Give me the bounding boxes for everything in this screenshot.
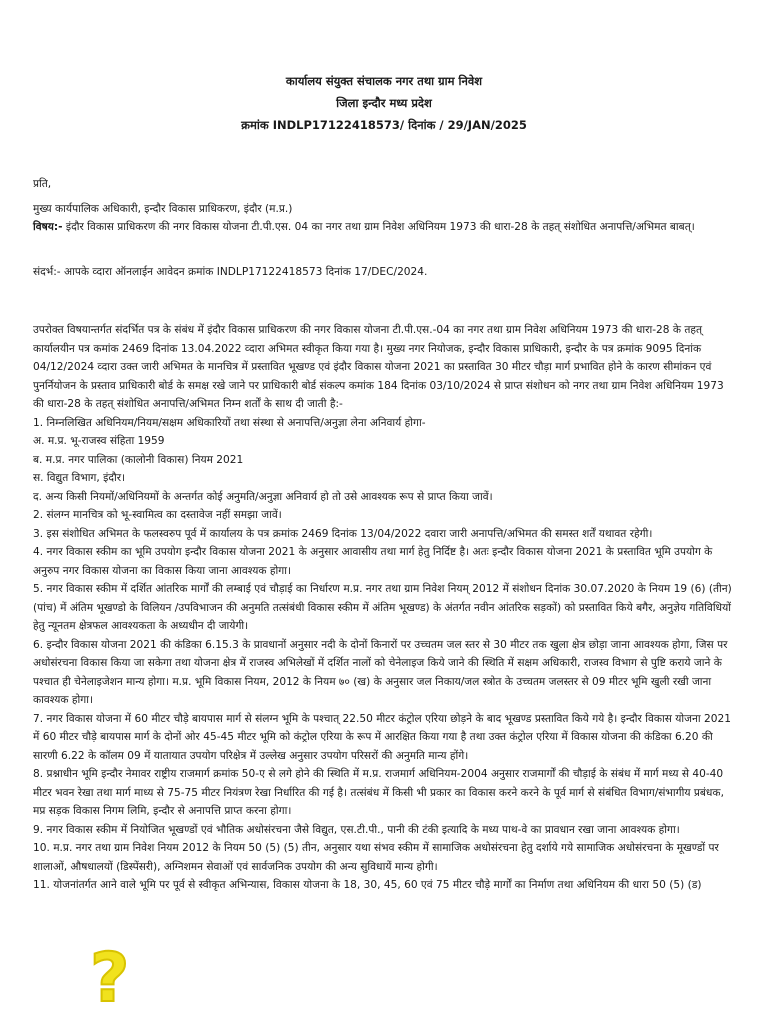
reference-line: संदर्भ:- आपके व्दारा ऑनलाईन आवेदन क्रमांक INDLP17122418573 दिनांक 17/DEC/2024. — [33, 266, 428, 278]
letter-number: क्रमांक INDLP17122418573/ दिनांक / 29/JAN/2025 — [241, 118, 527, 132]
condition-3: 3. इस संशोधित अभिमत के फलस्वरुप पूर्व में कार्यालय के पत्र क्रमांक 2469 दिनांक 13/04/2022 दवारा जारी अनापत्ति/अभिमत की समस्त शर्तें यथावत रहेगी। — [33, 527, 653, 540]
condition-8: 8. प्रश्नाधीन भूमि इन्दौर नेमावर राष्ट्रीय राजमार्ग क्रमांक 50-ए से लगे होने की स्थिति में म.प्र. राजमार्ग अधिनियम-2004 अनुसार राजमार्गों की चौड़ाई के संबंध में मार्ग मध्य से 40-40 मीटर भवन रेखा तथा मार्ग माध्य से 75-75 मीटर नियंत्रण रेखा निर्धारित की गई है। तत्संबंध में किसी भी प्रकार का विकास करने करने के पूर्व मार्ग से संबंधित विभाग/संभागीय प्रबंधक, मप्र सड़क विकास निगम लिमि, इन्दौर से अनापत्ति प्राप्त करना होगा। — [33, 768, 724, 817]
subject-line — [33, 218, 733, 237]
district-name: जिला इन्दौर मध्य प्रदेश — [336, 96, 432, 110]
prati-label: प्रति, — [33, 178, 52, 190]
intro-paragraph: उपरोक्त विषयान्तर्गत संदर्भित पत्र के संबंध में इंदौर विकास प्राधिकरण की नगर विकास योजना टी.पी.एस.-04 का नगर तथा ग्राम निवेश अधिनियम 1973 की धारा-28 के तहत् कार्यालयीन पत्र कमांक 2469 दिनांक 13.04.2022 व्दारा अभिमत स्वीकृत किया गया है। मुख्य नगर नियोजक, इन्दौर विकास प्राधिकारी, इन्दौर के पत्र क्रमांक 9095 दिनांक 04/12/2024 व्दारा उक्त जारी अभिमत के मानचित्र में प्रस्तावित भूखण्ड एवं इंदौर विकास योजना 2021 का प्रस्तावित 30 मीटर चौड़ा मार्ग प्रभावित होने के कारण सीमांकन एवं पुनर्नियोजन के प्रस्ताव प्राधिकारी बोर्ड के समक्ष रखे जाने पर प्राधिकारी बोर्ड संकल्प कमांक 184 दिनांक 03/10/2024 से प्राप्त संशोधन को नगर तथा ग्राम निवेश अधिनियम 1973 की धारा-28 के तहत् संशोधित अनापत्ति/अभिमत निम्न शर्तों के साथ दी जाती है:- — [33, 324, 724, 410]
recipient: मुख्य कार्यपालिक अधिकारी, इन्दौर विकास प्राधिकरण, इंदौर (म.प्र.) — [33, 202, 293, 215]
office-name: कार्यालय संयुक्त संचालक नगर तथा ग्राम निवेश — [285, 74, 483, 88]
condition-10: 10. म.प्र. नगर तथा ग्राम निवेश नियम 2012 के नियम 50 (5) (5) तीन, अनुसार यथा संभव स्कीम में सामाजिक अधोसंरचना हेतु दर्शाये गये सामाजिक अधोसंरचना के मूखण्डों पर शालाओं, औषधालयों (डिस्पेंसरी), अग्निशमन सेवाओं एवं सार्वजनिक उपयोग की अन्य सुविधायें मान्य होगी। — [33, 842, 719, 873]
condition-2: 2. संलग्न मानचित्र को भू-स्वामित्व का दस्तावेज नहीं समझा जावें। — [33, 509, 282, 521]
condition-5: 5. नगर विकास स्कीम में दर्शित आंतरिक मार्गों की लम्बाई एवं चौड़ाई का निर्धारण म.प्र. नगर तथा ग्राम निवेश नियम् 2012 में संशोधन दिनांक 30.07.2020 के नियम 19 (6) (तीन) (पांच) में अंतिम भूखण्डो के विलियन /उपविभाजन की अनुमति तत्संबंधी विकास स्कीम में अंतिम भूखण्ड) के अंतर्गत नवीन आंतरिक सड़कों) को प्रस्तावित किये बगैर, अनुज्ञेय गतिविधियों हेतु न्यूनतम क्षेत्रफल आवश्यकता के अध्यधीन दी जायेगी। — [33, 583, 732, 632]
condition-9: 9. नगर विकास स्कीम में नियोजित भूखण्डों एवं भौतिक अधोसंरचना जैसे विद्युत, एस.टी.पी., पानी की टंकी इत्यादि के मध्य पाथ-वे का प्रावधान रखा जाना आवश्यक होगा। — [33, 823, 680, 836]
condition-1a: अ. म.प्र. भू-राजस्व संहिता 1959 — [33, 435, 165, 447]
condition-1: 1. निम्नलिखित अधिनियम/नियम/सक्षम अधिकारियों तथा संस्था से अनापत्ति/अनुज्ञा लेना अनिवार्य होगा- — [33, 416, 426, 429]
letter-body — [33, 321, 733, 895]
address-block — [33, 175, 733, 224]
condition-4: 4. नगर विकास स्कीम का भूमि उपयोग इन्दौर विकास योजना 2021 के अनुसार आवासीय तथा मार्ग हेतु निर्दिष्ट है। अतः इन्दौर विकास योजना 2021 के प्रस्तावित भूमि उपयोग के अनुरुप नगर विकास योजना का विकास किया जाना आवश्यक होगा। — [33, 546, 713, 577]
question-mark-icon: ? — [90, 939, 130, 1018]
letter-header — [0, 70, 768, 136]
condition-7: 7. नगर विकास योजना में 60 मीटर चौड़े बायपास मार्ग से संलग्न भूमि के पश्चात् 22.50 मीटर कंट्रोल एरिया छोड़ने के बाद भूखण्ड प्रस्तावित किये गये है। इन्दौर विकास योजना 2021 में 60 मीटर चौड़े बायपास मार्ग के दोनों ओर 45-45 मीटर भूमि को कंट्रोल एरिया के रूप में आरक्षित किया गया है तथा उक्त कंट्रोल एरिया में विकास योजना की कंडिका 6.20 की सारणी 6.22 के कॉलम 09 में यातायात उपयोग परिक्षेत्र में उल्लेख अनुसार उपयोग परिसरों की अनुमति मान्य होंगे। — [33, 712, 731, 762]
subject-label: विषय:- — [33, 221, 63, 233]
condition-1c: स. विद्युत विभाग, इंदौर। — [33, 472, 126, 484]
condition-1d: द. अन्य किसी नियमों/अधिनियमों के अन्तर्गत कोई अनुमति/अनुज्ञा अनिवार्य हो तो उसे आवश्यक रूप से प्राप्त किया जावें। — [33, 490, 493, 503]
subject-text: इंदौर विकास प्राधिकरण की नगर विकास योजना टी.पी.एस. 04 का नगर तथा ग्राम निवेश अधिनियम 1973 की धारा-28 के तहत् संशोधित अनापत्ति/अभिमत बाबत्। — [62, 221, 695, 233]
condition-6: 6. इन्दौर विकास योजना 2021 की कंडिका 6.15.3 के प्रावधानों अनुसार नदी के दोनों किनारों पर उच्चतम जल स्तर से 30 मीटर तक खुला क्षेत्र छोड़ा जाना आवश्यक होगा, जिस पर अधोसंरचना विकास किया जा सकेगा तथा योजना क्षेत्र में राजस्व अभिलेखों में दर्शित नालों को चेनेलाइज किये जाने की स्थिति में सक्षम अधिकारी, राजस्व विभाग से पुष्टि कराये जाने के पश्चात ही चेनेलाइजेशन मान्य होगा। म.प्र. भूमि विकास नियम, 2012 के नियम ७० (ख) के अनुसार जल निकाय/जल स्त्रोत के उच्चतम जलस्तर से 09 मीटर भूमि खुली रखी जाना कावश्यक होगा। — [33, 638, 728, 706]
condition-11: 11. योजनांतर्गत आने वाले भूमि पर पूर्व से स्वीकृत अभिन्यास, विकास योजना के 18, 30, 45, 60 एवं 75 मीटर चौड़े मार्गों का निर्माण तथा अधिनियम की धारा 50 (5) (ड) — [33, 879, 702, 891]
condition-1b: ब. म.प्र. नगर पालिका (कालोनी विकास) नियम 2021 — [33, 453, 244, 466]
